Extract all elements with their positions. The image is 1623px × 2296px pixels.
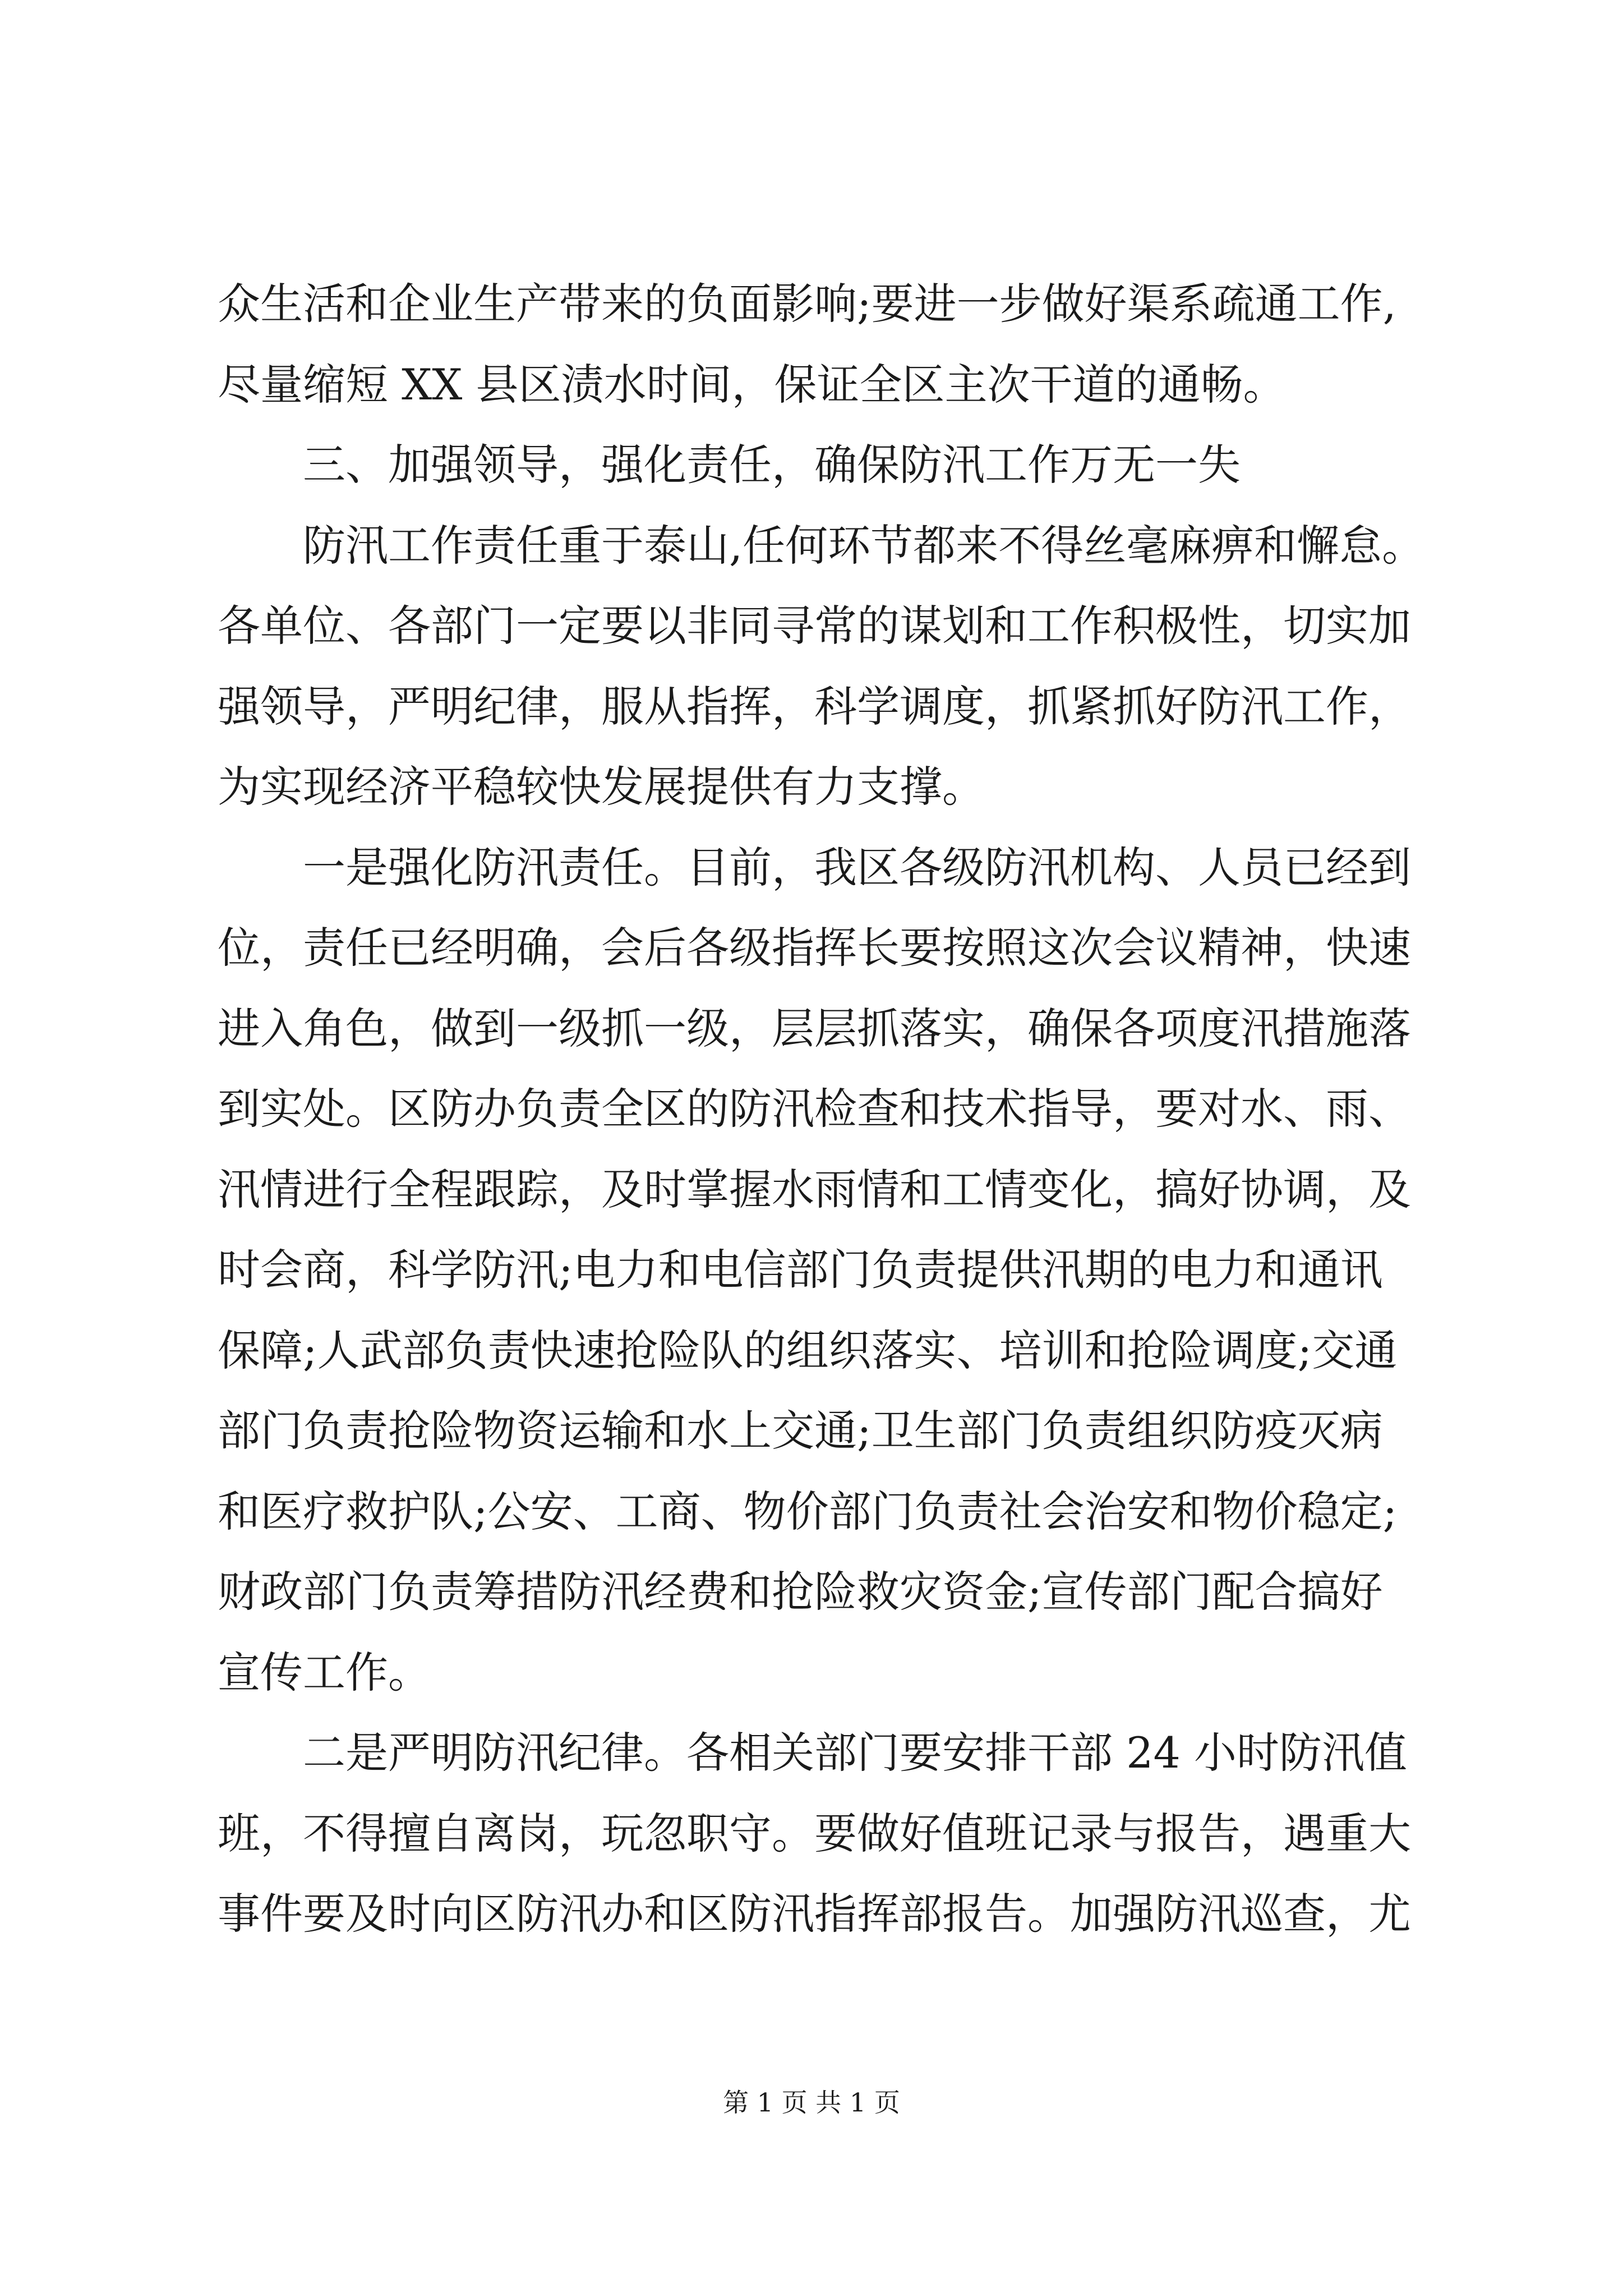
text-line: 防汛工作责任重于泰山,任何环节都来不得丝毫麻痹和懈怠。 [303, 520, 1425, 570]
section-heading: 三、加强领导，强化责任，确保防汛工作万无一失 [303, 440, 1241, 490]
text-line: 汛情进行全程跟踪，及时掌握水雨情和工情变化，搞好协调，及 [218, 1164, 1411, 1214]
text-line: 强领导，严明纪律，服从指挥，科学调度，抓紧抓好防汛工作， [218, 681, 1411, 731]
text-line: 到实处。区防办负责全区的防汛检查和技术指导，要对水、雨、 [218, 1084, 1411, 1134]
document-body [218, 264, 1425, 1954]
text-line: 为实现经济平稳较快发展提供有力支撑。 [218, 762, 985, 812]
text-line: 进入角色，做到一级抓一级，层层抓落实，确保各项度汛措施落 [218, 1003, 1411, 1053]
text-line: 众生活和企业生产带来的负面影响;要进一步做好渠系疏通工作, [218, 279, 1396, 329]
page-footer [0, 2086, 1623, 2119]
page-number-label: 第 1 页 共 1 页 [723, 2087, 900, 2118]
text-line: 二是严明防汛纪律。各相关部门要安排干部 24 小时防汛值 [303, 1728, 1408, 1778]
text-line: 部门负责抢险物资运输和水上交通;卫生部门负责组织防疫灭病 [218, 1406, 1383, 1456]
text-line: 宣传工作。 [218, 1647, 431, 1697]
text-line: 时会商，科学防汛;电力和电信部门负责提供汛期的电力和通讯 [218, 1245, 1383, 1295]
text-line: 班，不得擅自离岗，玩忽职守。要做好值班记录与报告，遇重大 [218, 1808, 1411, 1858]
text-line: 位，责任已经明确，会后各级指挥长要按照这次会议精神，快速 [218, 923, 1411, 973]
text-line: 保障;人武部负责快速抢险队的组织落实、培训和抢险调度;交通 [218, 1325, 1398, 1375]
text-line: 和医疗救护队;公安、工商、物价部门负责社会治安和物价稳定; [218, 1486, 1398, 1536]
text-line: 财政部门负责筹措防汛经费和抢险救灾资金;宣传部门配合搞好 [218, 1567, 1383, 1617]
text-line: 事件要及时向区防汛办和区防汛指挥部报告。加强防汛巡查，尤 [218, 1889, 1411, 1939]
text-line: 各单位、各部门一定要以非同寻常的谋划和工作积极性，切实加 [218, 601, 1411, 651]
text-line: 尽量缩短 XX 县区渍水时间，保证全区主次干道的通畅。 [218, 359, 1286, 409]
text-line: 一是强化防汛责任。目前，我区各级防汛机构、人员已经到 [303, 842, 1411, 892]
